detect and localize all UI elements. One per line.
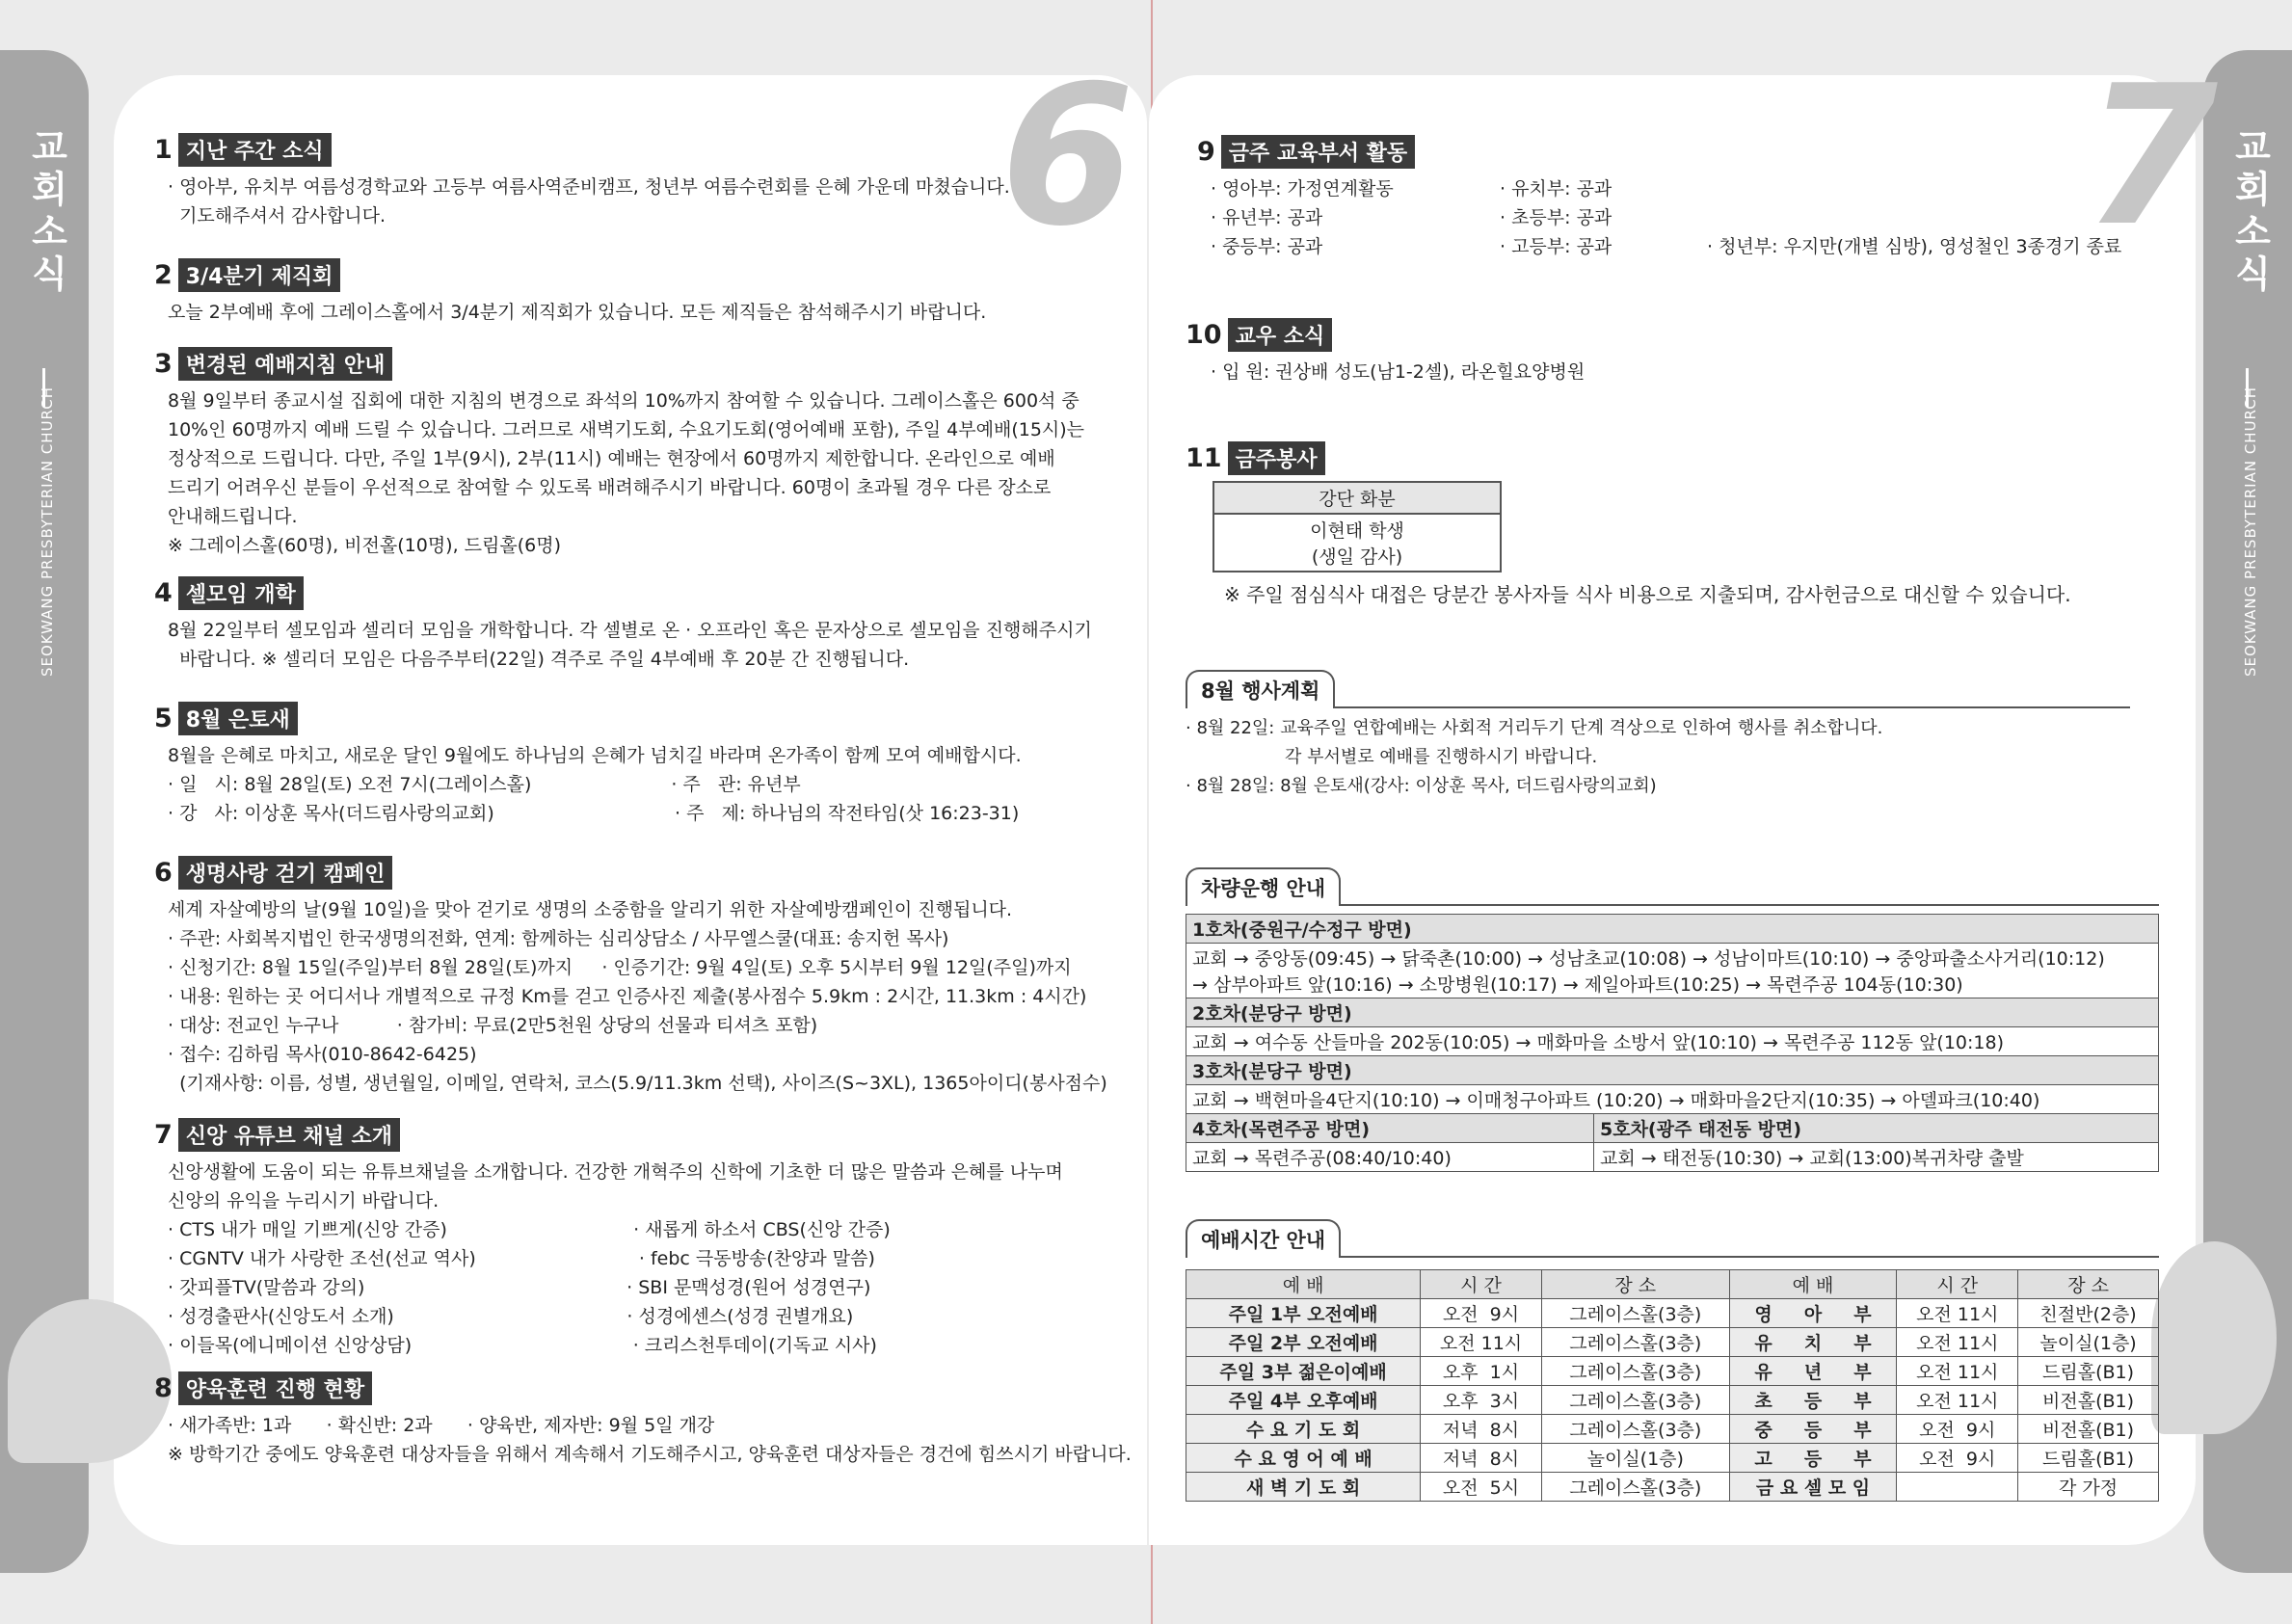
worship-column-header: 예 배: [1729, 1270, 1897, 1299]
worship-title: 예배시간 안내: [1186, 1219, 1341, 1258]
section-3: [154, 347, 1084, 560]
section-line: 바랍니다. ※ 셀리더 모임은 다음주부터(22일) 격주로 주일 4부예배 후 20분 간 진행됩니다.: [168, 649, 910, 670]
events-title: 8월 행사계획: [1186, 670, 1335, 708]
route-2-header: 2호차(분당구 방면): [1186, 998, 2159, 1027]
route-1-line: 교회 → 중앙동(09:45) → 닭죽촌(10:00) → 성남초교(10:08) → 성남이마트(10:10) → 중앙파출소사거리(10:12): [1192, 948, 2105, 970]
events-lines: [1186, 714, 2130, 801]
worship-cell: 오전 11시: [1897, 1386, 2018, 1415]
hands-plant-decoration: [8, 1299, 172, 1463]
worship-cell: 주일 3부 젊은이예배: [1186, 1357, 1421, 1386]
education-row: [1211, 232, 2121, 261]
section-line: · 갓피플TV(말씀과 강의) · SBI 문맥성경(원어 성경연구): [168, 1277, 871, 1298]
worship-cell: 오전 11시: [1897, 1299, 2018, 1328]
section-line: 10%인 60명까지 예배 드릴 수 있습니다. 그러므로 새벽기도회, 수요기도회(영어예배 포함), 주일 4부예배(15시)는: [168, 419, 1085, 440]
section-number: 10: [1186, 320, 1222, 350]
worship-cell: 유 년 부: [1729, 1357, 1897, 1386]
section-events: [1186, 668, 2130, 801]
section-line: · 주관: 사회복지법인 한국생명의전화, 연계: 함께하는 심리상담소 / 사무엘스쿨(대표: 송지헌 목사): [168, 928, 949, 949]
sidebar-church-name: SEOKWANG PRESBYTERIAN CHURCH: [2242, 386, 2259, 677]
route-1-line: → 삼부아파트 앞(10:16) → 소망병원(10:17) → 제일아파트(10:25) → 목련주공 104동(10:30): [1192, 974, 1963, 996]
section-title: 금주 교육부서 활동: [1221, 135, 1415, 169]
worship-cell: 드림홀(B1): [2018, 1357, 2159, 1386]
table-row: [1186, 1328, 2159, 1357]
worship-cell: 저녁 8시: [1421, 1444, 1542, 1473]
section-line: 안내해드립니다.: [168, 506, 298, 527]
section-line: (기재사항: 이름, 성별, 생년월일, 이메일, 연락처, 코스(5.9/11.3km 선택), 사이즈(S~3XL), 1365아이디(봉사점수): [168, 1073, 1107, 1094]
section-4: [154, 576, 1092, 674]
worship-cell: 그레이스홀(3층): [1541, 1386, 1729, 1415]
member-news-line: · 입 원: 권상배 성도(남1-2셀), 라온힐요양병원: [1211, 361, 1586, 383]
worship-cell: 그레이스홀(3층): [1541, 1473, 1729, 1502]
section-line: 8월을 은혜로 마치고, 새로운 달인 9월에도 하나님의 은혜가 넘치길 바라며 온가족이 함께 모여 예배합시다.: [168, 745, 1022, 766]
sidebar-title: 교회소식: [2228, 127, 2271, 297]
route-3-stops: 교회 → 백현마을4단지(10:10) → 이매청구아파트 (10:20) → 매화마을2단지(10:35) → 아델파크(10:40): [1186, 1085, 2159, 1114]
section-line: 신앙생활에 도움이 되는 유튜브채널을 소개합니다. 건강한 개혁주의 신학에 기초한 더 많은 말씀과 은혜를 나누며: [168, 1161, 1063, 1183]
section-number: 9: [1197, 137, 1215, 167]
worship-column-header: 시 간: [1897, 1270, 2018, 1299]
section-title: 금주봉사: [1228, 441, 1325, 475]
section-number: 6: [154, 858, 173, 888]
left-page: [114, 44, 1147, 1545]
worship-cell: 그레이스홀(3층): [1541, 1328, 1729, 1357]
worship-cell: 고 등 부: [1729, 1444, 1897, 1473]
worship-cell: 영 아 부: [1729, 1299, 1897, 1328]
section-line: · 일 시: 8월 28일(토) 오전 7시(그레이스홀) · 주 관: 유년부: [168, 774, 801, 795]
education-item: · 중등부: 공과: [1211, 236, 1323, 257]
section-line: · 새가족반: 1과 · 확신반: 2과 · 양육반, 제자반: 9월 5일 개강: [168, 1415, 715, 1436]
worship-cell: 금 요 셀 모 임: [1729, 1473, 1897, 1502]
section-line: · CTS 내가 매일 기쁘게(신앙 간증) · 새롭게 하소서 CBS(신앙 간증): [168, 1219, 891, 1240]
section-title: 교우 소식: [1228, 318, 1333, 352]
worship-cell: 유 치 부: [1729, 1328, 1897, 1357]
worship-column-header: 예 배: [1186, 1270, 1421, 1299]
table-row: [1186, 1444, 2159, 1473]
section-header: [154, 702, 1022, 735]
worship-header-row: [1186, 1270, 2159, 1299]
section-line: · 이들목(에니메이션 신앙상담) · 크리스천투데이(기독교 시사): [168, 1335, 877, 1356]
section-title: 8월 은토새: [178, 702, 298, 735]
worship-cell: 친절반(2층): [2018, 1299, 2159, 1328]
worship-cell: 오전 9시: [1421, 1299, 1542, 1328]
education-row: [1211, 203, 2121, 232]
worship-cell: 오전 11시: [1421, 1328, 1542, 1357]
section-title: 생명사랑 걷기 캠페인: [178, 856, 393, 890]
event-line: 각 부서별로 예배를 진행하시기 바랍니다.: [1186, 747, 1598, 767]
worship-cell: 비전홀(B1): [2018, 1415, 2159, 1444]
route-5-header: 5호차(광주 태전동 방면): [1594, 1114, 2159, 1143]
section-line: 기도해주셔서 감사합니다.: [168, 205, 386, 226]
section-line: 드리기 어려우신 분들이 우선적으로 참여할 수 있도록 배려해주시기 바랍니다. 60명이 초과될 경우 다른 장소로: [168, 477, 1052, 498]
section-line: 8월 9일부터 종교시설 집회에 대한 지침의 변경으로 좌석의 10%까지 참여할 수 있습니다. 그레이스홀은 600석 중: [168, 390, 1079, 412]
section-number: 3: [154, 349, 173, 379]
education-item: · 고등부: 공과: [1500, 236, 1612, 257]
section-line: · 강 사: 이상훈 목사(더드림사랑의교회) · 주 제: 하나님의 작전타임(삿 16:23-31): [168, 803, 1020, 824]
service-note: ※ 주일 점심식사 대접은 당분간 봉사자들 식사 비용으로 지출되며, 감사헌금으로 대신할 수 있습니다.: [1224, 583, 2071, 606]
page-number-right: 7: [2084, 44, 2219, 269]
route-4-stops: 교회 → 목련주공(08:40/10:40): [1186, 1143, 1594, 1172]
section-title: 변경된 예배지침 안내: [178, 347, 393, 381]
worship-table: [1186, 1269, 2159, 1502]
worship-cell: 중 등 부: [1729, 1415, 1897, 1444]
table-row: [1186, 1357, 2159, 1386]
sidebar-title: 교회소식: [25, 127, 67, 297]
worship-cell: 저녁 8시: [1421, 1415, 1542, 1444]
worship-cell: 각 가정: [2018, 1473, 2159, 1502]
worship-cell: 오전 9시: [1897, 1444, 2018, 1473]
section-header: [154, 1118, 1063, 1152]
worship-cell: 놀이실(1층): [2018, 1328, 2159, 1357]
education-item: · 영아부: 가정연계활동: [1211, 178, 1394, 200]
section-number: 2: [154, 260, 173, 290]
section-line: · 내용: 원하는 곳 어디서나 개별적으로 규정 Km를 걷고 인증사진 제출(봉사점수 5.9km : 2시간, 11.3km : 4시간): [168, 986, 1087, 1007]
section-line: · 성경출판사(신앙도서 소개) · 성경에센스(성경 권별개요): [168, 1306, 854, 1327]
section-number: 4: [154, 578, 173, 608]
section-line: · 신청기간: 8월 15일(주일)부터 8월 28일(토)까지 · 인증기간: 9월 4일(토) 오후 5시부터 9월 12일(주일)까지: [168, 957, 1072, 978]
table-row: [1186, 1473, 2159, 1502]
section-2: [154, 258, 986, 327]
route-4-header: 4호차(목련주공 방면): [1186, 1114, 1594, 1143]
hand-decoration: [2151, 1241, 2277, 1434]
section-line: 세계 자살예방의 날(9월 10일)을 맞아 걷기로 생명의 소중함을 알리기 위한 자살예방캠페인이 진행됩니다.: [168, 899, 1013, 920]
worship-column-header: 장 소: [1541, 1270, 1729, 1299]
service-table-body: [1213, 514, 1501, 572]
section-header: [154, 347, 1084, 381]
section-title: 신앙 유튜브 채널 소개: [178, 1118, 400, 1152]
section-line: ※ 방학기간 중에도 양육훈련 대상자들을 위해서 계속해서 기도해주시고, 양육훈련 대상자들은 경건에 힘쓰시기 바랍니다.: [168, 1444, 1132, 1465]
event-line: · 8월 22일: 교육주일 연합예배는 사회적 거리두기 단계 격상으로 인하여 행사를 취소합니다.: [1186, 718, 1883, 738]
worship-cell: 주일 4부 오후예배: [1186, 1386, 1421, 1415]
service-person: 이현태 학생: [1310, 520, 1404, 542]
section-number: 7: [154, 1120, 173, 1150]
education-row: [1211, 174, 2121, 203]
section-line: 정상적으로 드립니다. 다만, 주일 1부(9시), 2부(11시) 예배는 현장에서 60명까지 제한합니다. 온라인으로 예배: [168, 448, 1055, 469]
table-row: [1186, 1415, 2159, 1444]
worship-cell: 그레이스홀(3층): [1541, 1415, 1729, 1444]
service-table: [1213, 481, 1502, 572]
section-line: 신앙의 유익을 누리시기 바랍니다.: [168, 1190, 440, 1211]
worship-column-header: 시 간: [1421, 1270, 1542, 1299]
section-worship: [1186, 1217, 2159, 1502]
section-line: ※ 그레이스홀(60명), 비전홀(10명), 드림홀(6명): [168, 535, 561, 556]
section-member-news: [1186, 318, 1585, 386]
section-header: [154, 133, 1010, 167]
worship-cell: 오후 3시: [1421, 1386, 1542, 1415]
section-header: [154, 1371, 1132, 1405]
section-number: 1: [154, 135, 173, 165]
service-table-head: 강단 화분: [1213, 482, 1501, 514]
table-row: [1186, 1386, 2159, 1415]
education-item: · 초등부: 공과: [1500, 207, 1612, 228]
section-line: 오늘 2부예배 후에 그레이스홀에서 3/4분기 제직회가 있습니다. 모든 제직들은 참석해주시기 바랍니다.: [168, 302, 987, 323]
worship-cell: 비전홀(B1): [2018, 1386, 2159, 1415]
worship-cell: 놀이실(1층): [1541, 1444, 1729, 1473]
worship-cell: 그레이스홀(3층): [1541, 1299, 1729, 1328]
route-1-header: 1호차(중원구/수정구 방면): [1186, 915, 2159, 944]
section-header: [154, 856, 1107, 890]
section-title: 양육훈련 진행 현황: [178, 1371, 372, 1405]
education-list: [1197, 174, 2121, 261]
section-7: [154, 1118, 1063, 1360]
service-reason: (생일 감사): [1311, 546, 1403, 568]
shuttle-title: 차량운행 안내: [1186, 867, 1341, 906]
worship-cell: 오전 9시: [1897, 1415, 2018, 1444]
section-5: [154, 702, 1022, 828]
worship-cell: 오후 1시: [1421, 1357, 1542, 1386]
section-line: 8월 22일부터 셀모임과 셀리더 모임을 개학합니다. 각 셀별로 온 · 오프라인 혹은 문자상으로 셀모임을 진행해주시기: [168, 620, 1092, 641]
worship-cell: 드림홀(B1): [2018, 1444, 2159, 1473]
shuttle-table: [1186, 914, 2159, 1172]
worship-cell: 주일 1부 오전예배: [1186, 1299, 1421, 1328]
worship-cell: 초 등 부: [1729, 1386, 1897, 1415]
section-shuttle: [1186, 865, 2159, 1172]
section-education: [1197, 135, 2121, 261]
page-number-left: 6: [1000, 44, 1135, 269]
section-number: 5: [154, 704, 173, 733]
section-line: · 접수: 김하림 목사(010-8642-6425): [168, 1044, 477, 1065]
education-item: · 청년부: 우지만(개별 심방), 영성철인 3종경기 종료: [1707, 236, 2122, 257]
section-service: [1186, 441, 2071, 609]
worship-cell: 수 요 기 도 회: [1186, 1415, 1421, 1444]
route-1-stops: [1186, 944, 2159, 998]
education-item: · 유치부: 공과: [1500, 178, 1612, 200]
route-3-header: 3호차(분당구 방면): [1186, 1056, 2159, 1085]
section-1: [154, 133, 1010, 230]
route-2-stops: 교회 → 여수동 산들마을 202동(10:05) → 매화마을 소방서 앞(10:10) → 목련주공 112동 앞(10:18): [1186, 1027, 2159, 1056]
section-header: [154, 576, 1092, 610]
section-number: 8: [154, 1373, 173, 1403]
section-title: 셀모임 개학: [178, 576, 304, 610]
worship-cell: 오전 11시: [1897, 1328, 2018, 1357]
section-line: · 영아부, 유치부 여름성경학교와 고등부 여름사역준비캠프, 청년부 여름수련회를 은혜 가운데 마쳤습니다.: [168, 176, 1010, 198]
section-header: [154, 258, 986, 292]
section-6: [154, 856, 1107, 1098]
event-line: · 8월 28일: 8월 은토새(강사: 이상훈 목사, 더드림사랑의교회): [1186, 776, 1657, 796]
worship-cell: 오전 11시: [1897, 1357, 2018, 1386]
sidebar-church-name: SEOKWANG PRESBYTERIAN CHURCH: [39, 386, 56, 677]
worship-cell: 오전 5시: [1421, 1473, 1542, 1502]
table-row: [1186, 1299, 2159, 1328]
worship-cell: 수 요 영 어 예 배: [1186, 1444, 1421, 1473]
education-item: · 유년부: 공과: [1211, 207, 1323, 228]
section-line: · 대상: 전교인 누구나 · 참가비: 무료(2만5천원 상당의 선물과 티셔츠 포함): [168, 1015, 818, 1036]
worship-cell: 그레이스홀(3층): [1541, 1357, 1729, 1386]
worship-cell: 새 벽 기 도 회: [1186, 1473, 1421, 1502]
section-title: 지난 주간 소식: [178, 133, 332, 167]
section-line: · CGNTV 내가 사랑한 조선(선교 역사) · febc 극동방송(찬양과 말씀): [168, 1248, 875, 1269]
right-page: [1149, 44, 2219, 1545]
route-5-stops: 교회 → 태전동(10:30) → 교회(13:00)복귀차량 출발: [1594, 1143, 2159, 1172]
section-8: [154, 1371, 1132, 1469]
worship-cell: 주일 2부 오전예배: [1186, 1328, 1421, 1357]
section-title: 3/4분기 제직회: [178, 258, 341, 292]
worship-column-header: 장 소: [2018, 1270, 2159, 1299]
section-number: 11: [1186, 443, 1222, 473]
worship-cell: [1897, 1473, 2018, 1502]
